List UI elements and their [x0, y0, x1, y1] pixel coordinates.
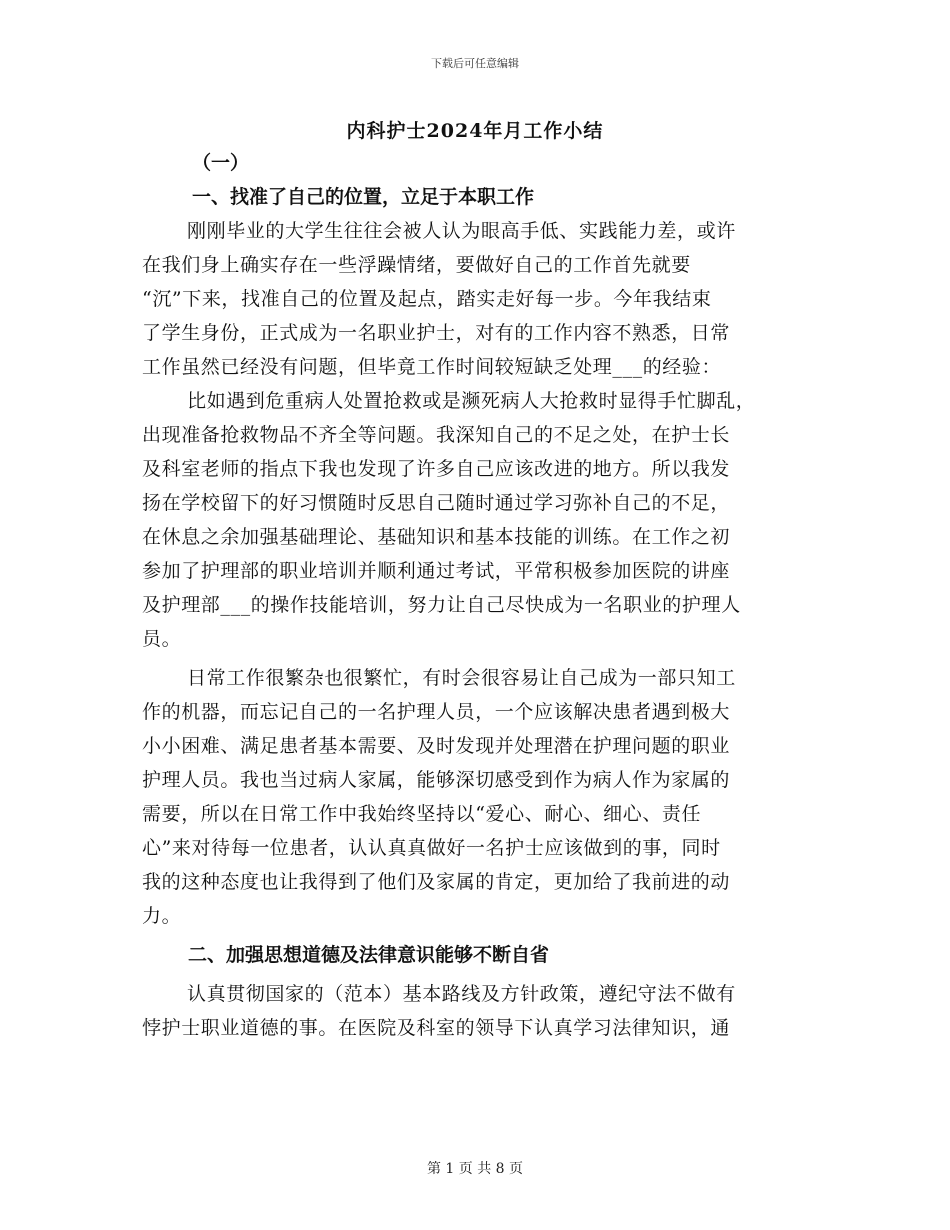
section-2-paragraph-1	[142, 977, 808, 1045]
text-line: 及科室老师的指点下我也发现了许多自己应该改进的地方。所以我发	[142, 458, 731, 480]
text-line: 工作虽然已经没有问题，但毕竟工作时间较短缺乏处理___的经验：	[142, 356, 722, 378]
text-line: 出现准备抢救物品不齐全等问题。我深知自己的不足之处，在护士长	[142, 424, 731, 446]
section-1-paragraph-2	[142, 384, 808, 656]
section-2-heading: 二、加强思想道德及法律意识能够不断自省	[188, 944, 550, 966]
header-note: 下载后可任意编辑	[431, 57, 519, 70]
text-line: 刚刚毕业的大学生往往会被人认为眼高手低、实践能力差，或许	[187, 220, 736, 242]
section-1-heading: 一、找准了自己的位置，立足于本职工作	[192, 186, 535, 208]
text-line: 日常工作很繁杂也很繁忙，有时会很容易让自己成为一部只知工	[187, 667, 736, 689]
text-line: 悖护士职业道德的事。在医院及科室的领导下认真学习法律知识，通	[142, 1017, 731, 1039]
section-1-paragraph-1	[142, 214, 808, 384]
text-line: 参加了护理部的职业培训并顺利通过考试，平常积极参加医院的讲座	[142, 560, 731, 582]
text-line: 需要，所以在日常工作中我始终坚持以“爱心、耐心、细心、责任	[142, 803, 702, 825]
document-body	[142, 146, 808, 1045]
text-line: 小小困难、满足患者基本需要、及时发现并处理潜在护理问题的职业	[142, 735, 731, 757]
section-1-paragraph-3	[142, 661, 808, 933]
text-line: 心”来对待每一位患者，认认真真做好一名护士应该做到的事，同时	[142, 837, 721, 859]
text-line: 了学生身份，正式成为一名职业护士，对有的工作内容不熟悉，日常	[142, 322, 731, 344]
text-line: 我的这种态度也让我得到了他们及家属的肯定，更加给了我前进的动	[142, 871, 731, 893]
subtitle: （一）	[192, 152, 250, 174]
page-footer: 第 1 页 共 8 页	[426, 1161, 524, 1177]
text-line: 在休息之余加强基础理论、基础知识和基本技能的训练。在工作之初	[142, 526, 731, 548]
text-line: 在我们身上确实存在一些浮躁情绪，要做好自己的工作首先就要	[142, 254, 691, 276]
text-line: 扬在学校留下的好习惯随时反思自己随时通过学习弥补自己的不足，	[142, 492, 731, 514]
text-line: 作的机器，而忘记自己的一名护理人员，一个应该解决患者遇到极大	[142, 701, 731, 723]
text-line: 员。	[142, 628, 182, 650]
text-line: 护理人员。我也当过病人家属，能够深切感受到作为病人作为家属的	[142, 769, 731, 791]
text-line: “沉”下来，找准自己的位置及起点，踏实走好每一步。今年我结束	[142, 288, 712, 310]
document-title: 内科护士2024年月工作小结	[346, 120, 604, 142]
text-line: 比如遇到危重病人处置抢救或是濒死病人大抢救时显得手忙脚乱，	[187, 390, 756, 412]
text-line: 力。	[142, 905, 182, 927]
text-line: 及护理部___的操作技能培训，努力让自己尽快成为一名职业的护理人	[142, 594, 741, 616]
text-line: 认真贯彻国家的（范本）基本路线及方针政策，遵纪守法不做有	[187, 983, 736, 1005]
